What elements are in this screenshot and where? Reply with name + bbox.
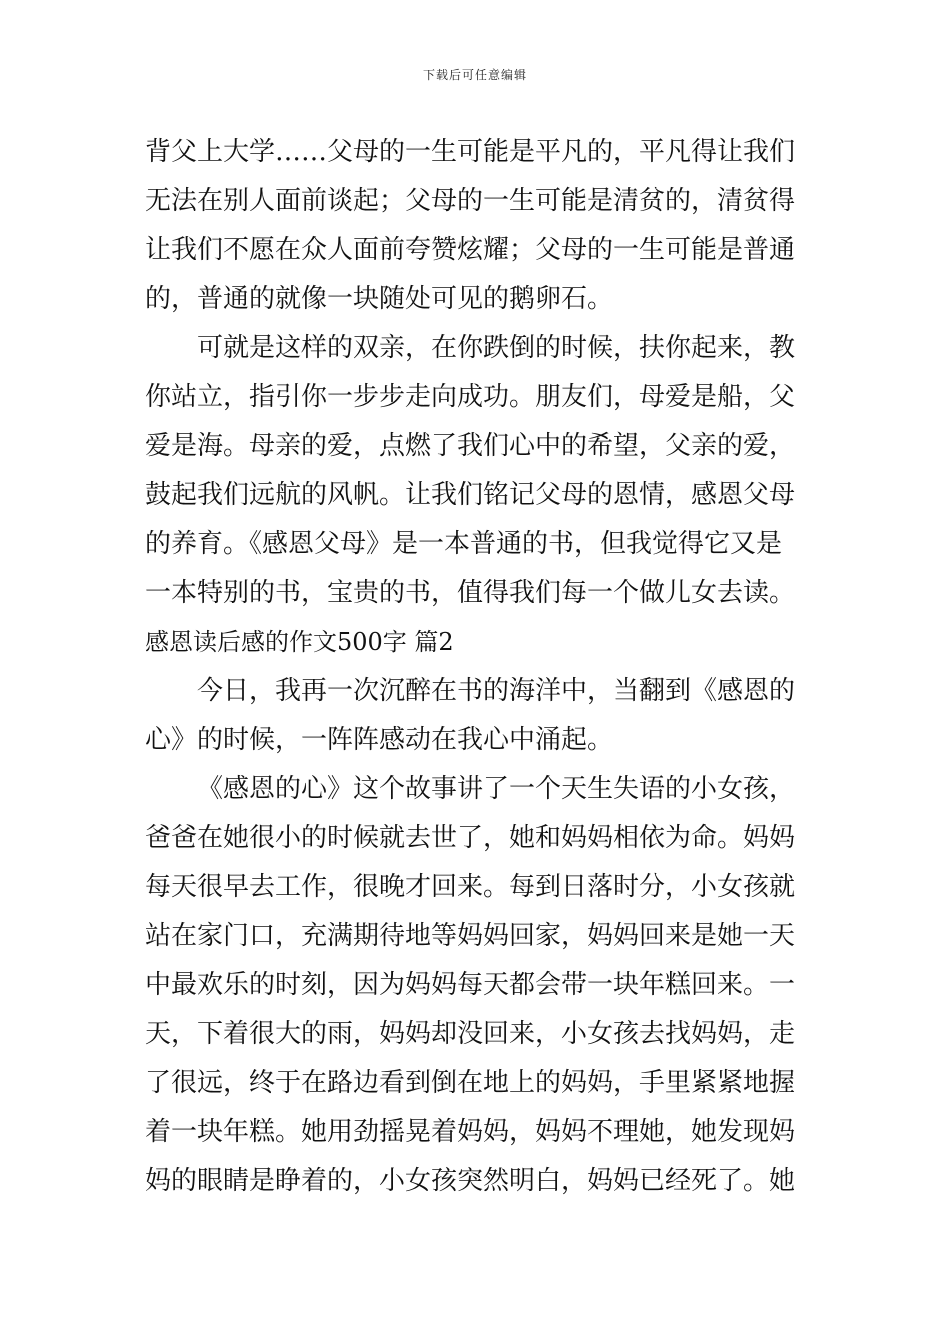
text-line: 站在家门口，充满期待地等妈妈回家，妈妈回来是她一天 <box>145 921 796 951</box>
text-line: 爸爸在她很小的时候就去世了，她和妈妈相依为命。妈妈 <box>145 823 796 853</box>
text-line: 你站立，指引你一步步走向成功。朋友们，母爱是船，父 <box>145 382 796 412</box>
text-line: 中最欢乐的时刻，因为妈妈每天都会带一块年糕回来。一 <box>145 970 796 1000</box>
text-line: 鼓起我们远航的风帆。让我们铭记父母的恩情，感恩父母 <box>145 480 796 510</box>
text-line: 可就是这样的双亲，在你跌倒的时候，扶你起来，教 <box>197 333 796 363</box>
document-body <box>145 128 815 1206</box>
text-line: 妈的眼睛是睁着的，小女孩突然明白，妈妈已经死了。她 <box>145 1166 796 1196</box>
section-heading: 感恩读后感的作文500字 篇2 <box>145 628 454 656</box>
text-line: 爱是海。母亲的爱，点燃了我们心中的希望，父亲的爱， <box>145 431 796 461</box>
text-line: 一本特别的书，宝贵的书，值得我们每一个做儿女去读。 <box>145 578 796 608</box>
header-note: 下载后可任意编辑 <box>422 68 527 82</box>
text-line: 每天很早去工作，很晚才回来。每到日落时分，小女孩就 <box>145 872 796 902</box>
text-line: 心》的时候，一阵阵感动在我心中涌起。 <box>145 725 614 755</box>
text-line: 《感恩的心》这个故事讲了一个天生失语的小女孩， <box>197 774 796 804</box>
text-line: 无法在别人面前谈起；父母的一生可能是清贫的，清贫得 <box>145 186 796 216</box>
text-line: 背父上大学……父母的一生可能是平凡的，平凡得让我们 <box>145 137 796 167</box>
text-line: 着一块年糕。她用劲摇晃着妈妈，妈妈不理她，她发现妈 <box>145 1117 796 1147</box>
text-line: 的，普通的就像一块随处可见的鹅卵石。 <box>145 284 614 314</box>
text-line: 今日，我再一次沉醉在书的海洋中，当翻到《感恩的 <box>197 676 796 706</box>
text-line: 让我们不愿在众人面前夸赞炫耀；父母的一生可能是普通 <box>145 235 796 265</box>
text-line: 了很远，终于在路边看到倒在地上的妈妈，手里紧紧地握 <box>145 1068 796 1098</box>
text-line: 天，下着很大的雨，妈妈却没回来，小女孩去找妈妈，走 <box>145 1019 796 1049</box>
text-line: 的养育。《感恩父母》是一本普通的书，但我觉得它又是 <box>145 529 783 559</box>
